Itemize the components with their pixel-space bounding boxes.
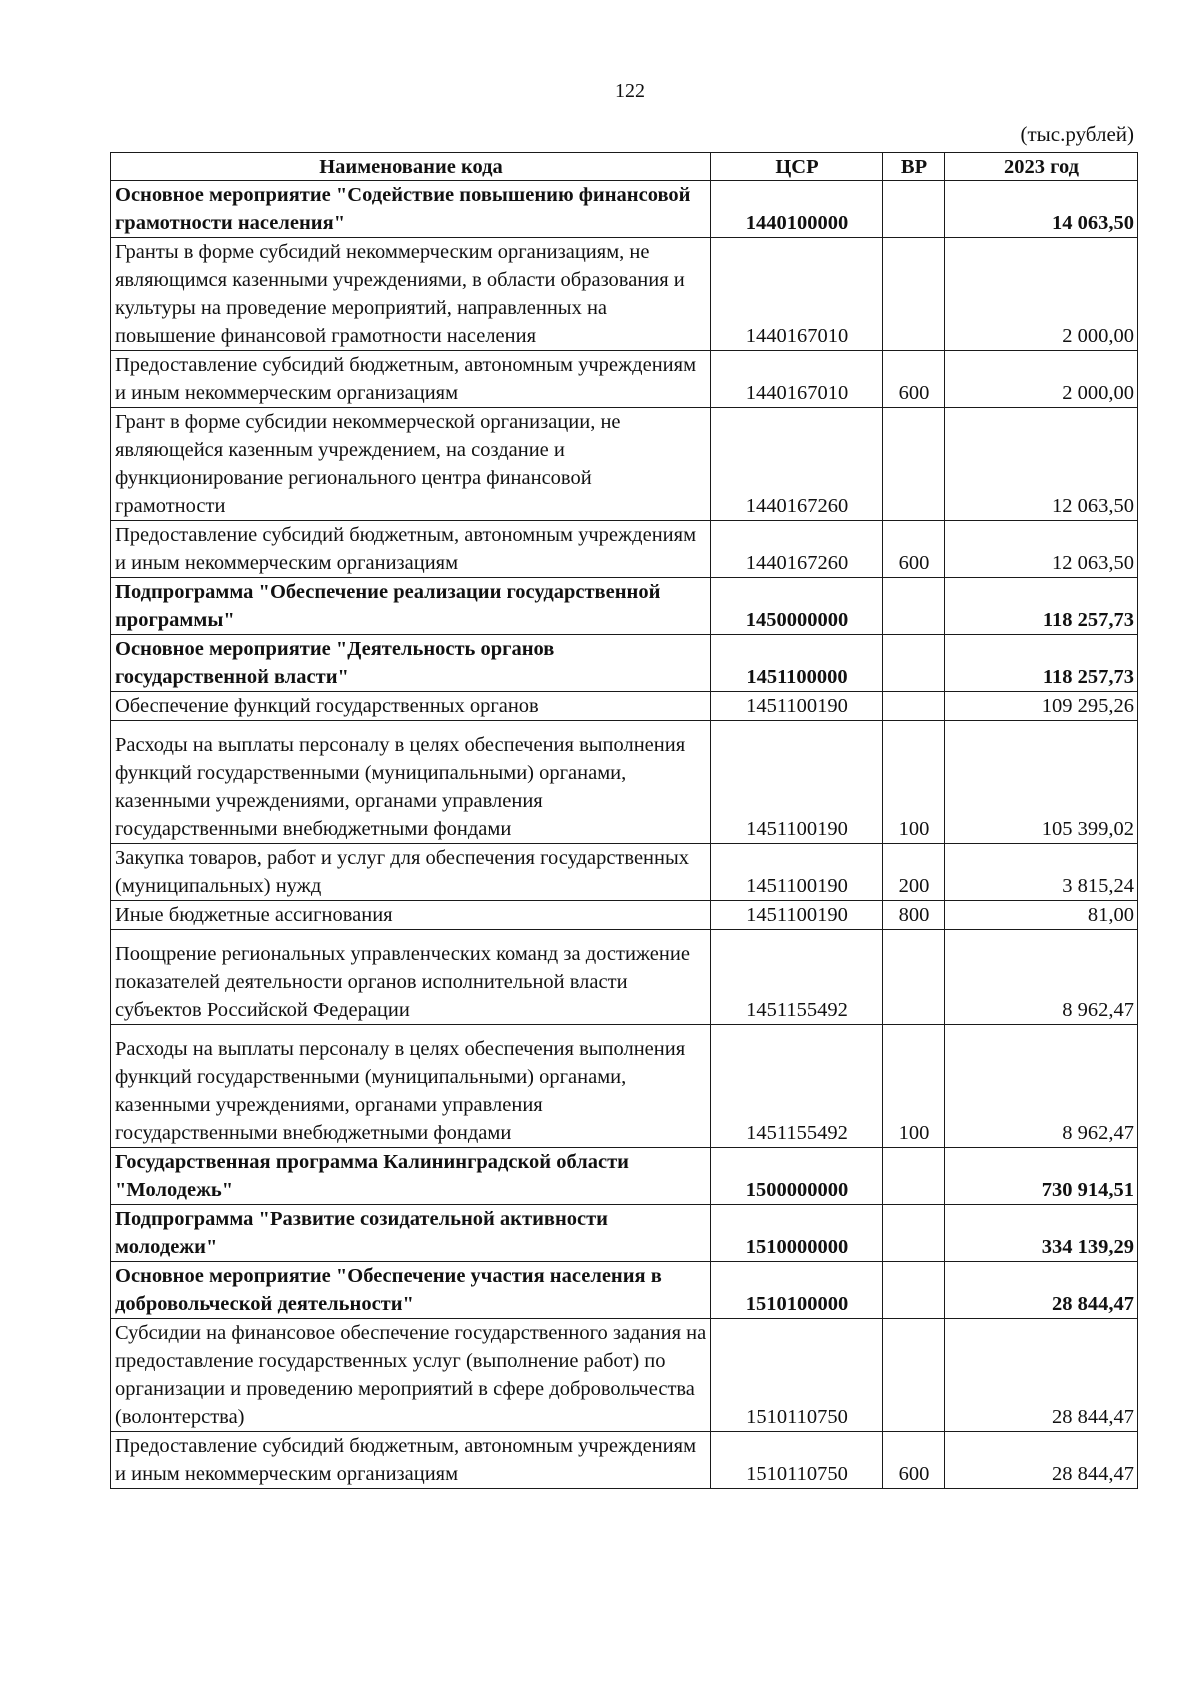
table-row bbox=[111, 721, 1138, 844]
row-csr-cell: 1451100190 bbox=[711, 901, 883, 930]
row-vr-cell: 600 bbox=[883, 1432, 945, 1489]
row-name-cell: Иные бюджетные ассигнования bbox=[111, 901, 711, 930]
units-label: (тыс.рублей) bbox=[1020, 122, 1134, 146]
table-row bbox=[111, 1148, 1138, 1205]
row-amount-cell: 28 844,47 bbox=[945, 1319, 1138, 1432]
row-vr-cell bbox=[883, 635, 945, 692]
table-row bbox=[111, 1025, 1138, 1148]
row-name-cell: Предоставление субсидий бюджетным, автономным учреждениям и иным некоммерческим организациям bbox=[111, 521, 711, 578]
row-vr-cell bbox=[883, 1148, 945, 1205]
row-vr-cell bbox=[883, 1262, 945, 1319]
table-row bbox=[111, 1205, 1138, 1262]
budget-table bbox=[110, 152, 1138, 1489]
row-amount-cell: 118 257,73 bbox=[945, 578, 1138, 635]
row-amount-cell: 2 000,00 bbox=[945, 238, 1138, 351]
row-amount-cell: 3 815,24 bbox=[945, 844, 1138, 901]
row-name-cell: Обеспечение функций государственных органов bbox=[111, 692, 711, 721]
header-vr: ВР bbox=[883, 153, 945, 181]
header-name: Наименование кода bbox=[111, 153, 711, 181]
row-name-cell: Грант в форме субсидии некоммерческой организации, не являющейся казенным учреждением, на создание и функционирование регионального центра финансовой грамотности bbox=[111, 408, 711, 521]
row-name-cell: Закупка товаров, работ и услуг для обеспечения государственных (муниципальных) нужд bbox=[111, 844, 711, 901]
table-row bbox=[111, 1262, 1138, 1319]
row-csr-cell: 1451100190 bbox=[711, 692, 883, 721]
row-amount-cell: 12 063,50 bbox=[945, 521, 1138, 578]
row-vr-cell bbox=[883, 238, 945, 351]
row-csr-cell: 1510000000 bbox=[711, 1205, 883, 1262]
row-amount-cell: 2 000,00 bbox=[945, 351, 1138, 408]
row-amount-cell: 28 844,47 bbox=[945, 1262, 1138, 1319]
row-name-cell: Предоставление субсидий бюджетным, автономным учреждениям и иным некоммерческим организациям bbox=[111, 351, 711, 408]
row-amount-cell: 109 295,26 bbox=[945, 692, 1138, 721]
row-name-cell: Поощрение региональных управленческих команд за достижение показателей деятельности органов исполнительной власти субъектов Российской Федерации bbox=[111, 930, 711, 1025]
row-vr-cell: 600 bbox=[883, 521, 945, 578]
row-csr-cell: 1510110750 bbox=[711, 1432, 883, 1489]
row-csr-cell: 1500000000 bbox=[711, 1148, 883, 1205]
table-row bbox=[111, 351, 1138, 408]
table-row bbox=[111, 901, 1138, 930]
header-csr: ЦСР bbox=[711, 153, 883, 181]
row-name-cell: Предоставление субсидий бюджетным, автономным учреждениям и иным некоммерческим организациям bbox=[111, 1432, 711, 1489]
row-amount-cell: 12 063,50 bbox=[945, 408, 1138, 521]
row-vr-cell: 200 bbox=[883, 844, 945, 901]
header-amount: 2023 год bbox=[945, 153, 1138, 181]
row-csr-cell: 1440167010 bbox=[711, 238, 883, 351]
row-name-cell: Основное мероприятие "Содействие повышению финансовой грамотности населения" bbox=[111, 181, 711, 238]
row-amount-cell: 730 914,51 bbox=[945, 1148, 1138, 1205]
table-row bbox=[111, 1432, 1138, 1489]
table-body bbox=[111, 181, 1138, 1489]
row-csr-cell: 1451100190 bbox=[711, 844, 883, 901]
table-row bbox=[111, 930, 1138, 1025]
row-csr-cell: 1440167010 bbox=[711, 351, 883, 408]
row-csr-cell: 1510100000 bbox=[711, 1262, 883, 1319]
row-amount-cell: 14 063,50 bbox=[945, 181, 1138, 238]
row-amount-cell: 118 257,73 bbox=[945, 635, 1138, 692]
row-name-cell: Гранты в форме субсидий некоммерческим организациям, не являющимся казенными учреждениями, в области образования и культуры на проведение мероприятий, направленных на повышение финансовой грамотности населения bbox=[111, 238, 711, 351]
row-name-cell: Подпрограмма "Обеспечение реализации государственной программы" bbox=[111, 578, 711, 635]
row-amount-cell: 81,00 bbox=[945, 901, 1138, 930]
row-name-cell: Расходы на выплаты персоналу в целях обеспечения выполнения функций государственными (муниципальными) органами, казенными учреждениями, органами управления государственными внебюджетными фондами bbox=[111, 721, 711, 844]
row-csr-cell: 1451100000 bbox=[711, 635, 883, 692]
page-number: 122 bbox=[615, 80, 645, 102]
row-vr-cell bbox=[883, 930, 945, 1025]
row-vr-cell bbox=[883, 1319, 945, 1432]
row-csr-cell: 1450000000 bbox=[711, 578, 883, 635]
row-vr-cell bbox=[883, 692, 945, 721]
table-row bbox=[111, 844, 1138, 901]
row-vr-cell bbox=[883, 578, 945, 635]
row-amount-cell: 28 844,47 bbox=[945, 1432, 1138, 1489]
row-amount-cell: 105 399,02 bbox=[945, 721, 1138, 844]
row-csr-cell: 1440167260 bbox=[711, 408, 883, 521]
row-name-cell: Основное мероприятие "Деятельность органов государственной власти" bbox=[111, 635, 711, 692]
row-amount-cell: 8 962,47 bbox=[945, 930, 1138, 1025]
row-vr-cell: 600 bbox=[883, 351, 945, 408]
row-name-cell: Подпрограмма "Развитие созидательной активности молодежи" bbox=[111, 1205, 711, 1262]
table-row bbox=[111, 181, 1138, 238]
row-csr-cell: 1440167260 bbox=[711, 521, 883, 578]
row-amount-cell: 334 139,29 bbox=[945, 1205, 1138, 1262]
row-csr-cell: 1451155492 bbox=[711, 1025, 883, 1148]
table-row bbox=[111, 692, 1138, 721]
row-name-cell: Основное мероприятие "Обеспечение участия населения в добровольческой деятельности" bbox=[111, 1262, 711, 1319]
row-vr-cell bbox=[883, 1205, 945, 1262]
row-csr-cell: 1451155492 bbox=[711, 930, 883, 1025]
row-name-cell: Расходы на выплаты персоналу в целях обеспечения выполнения функций государственными (муниципальными) органами, казенными учреждениями, органами управления государственными внебюджетными фондами bbox=[111, 1025, 711, 1148]
row-amount-cell: 8 962,47 bbox=[945, 1025, 1138, 1148]
table-row bbox=[111, 635, 1138, 692]
table-row bbox=[111, 578, 1138, 635]
table-row bbox=[111, 238, 1138, 351]
row-csr-cell: 1451100190 bbox=[711, 721, 883, 844]
row-vr-cell bbox=[883, 181, 945, 238]
row-csr-cell: 1440100000 bbox=[711, 181, 883, 238]
table-header-row bbox=[111, 153, 1138, 181]
row-vr-cell: 100 bbox=[883, 1025, 945, 1148]
table-row bbox=[111, 521, 1138, 578]
table-row bbox=[111, 1319, 1138, 1432]
row-vr-cell: 800 bbox=[883, 901, 945, 930]
table-row bbox=[111, 408, 1138, 521]
row-csr-cell: 1510110750 bbox=[711, 1319, 883, 1432]
row-vr-cell: 100 bbox=[883, 721, 945, 844]
row-name-cell: Государственная программа Калининградской области "Молодежь" bbox=[111, 1148, 711, 1205]
row-vr-cell bbox=[883, 408, 945, 521]
row-name-cell: Субсидии на финансовое обеспечение государственного задания на предоставление государственных услуг (выполнение работ) по организации и проведению мероприятий в сфере добровольчества (волонтерства) bbox=[111, 1319, 711, 1432]
